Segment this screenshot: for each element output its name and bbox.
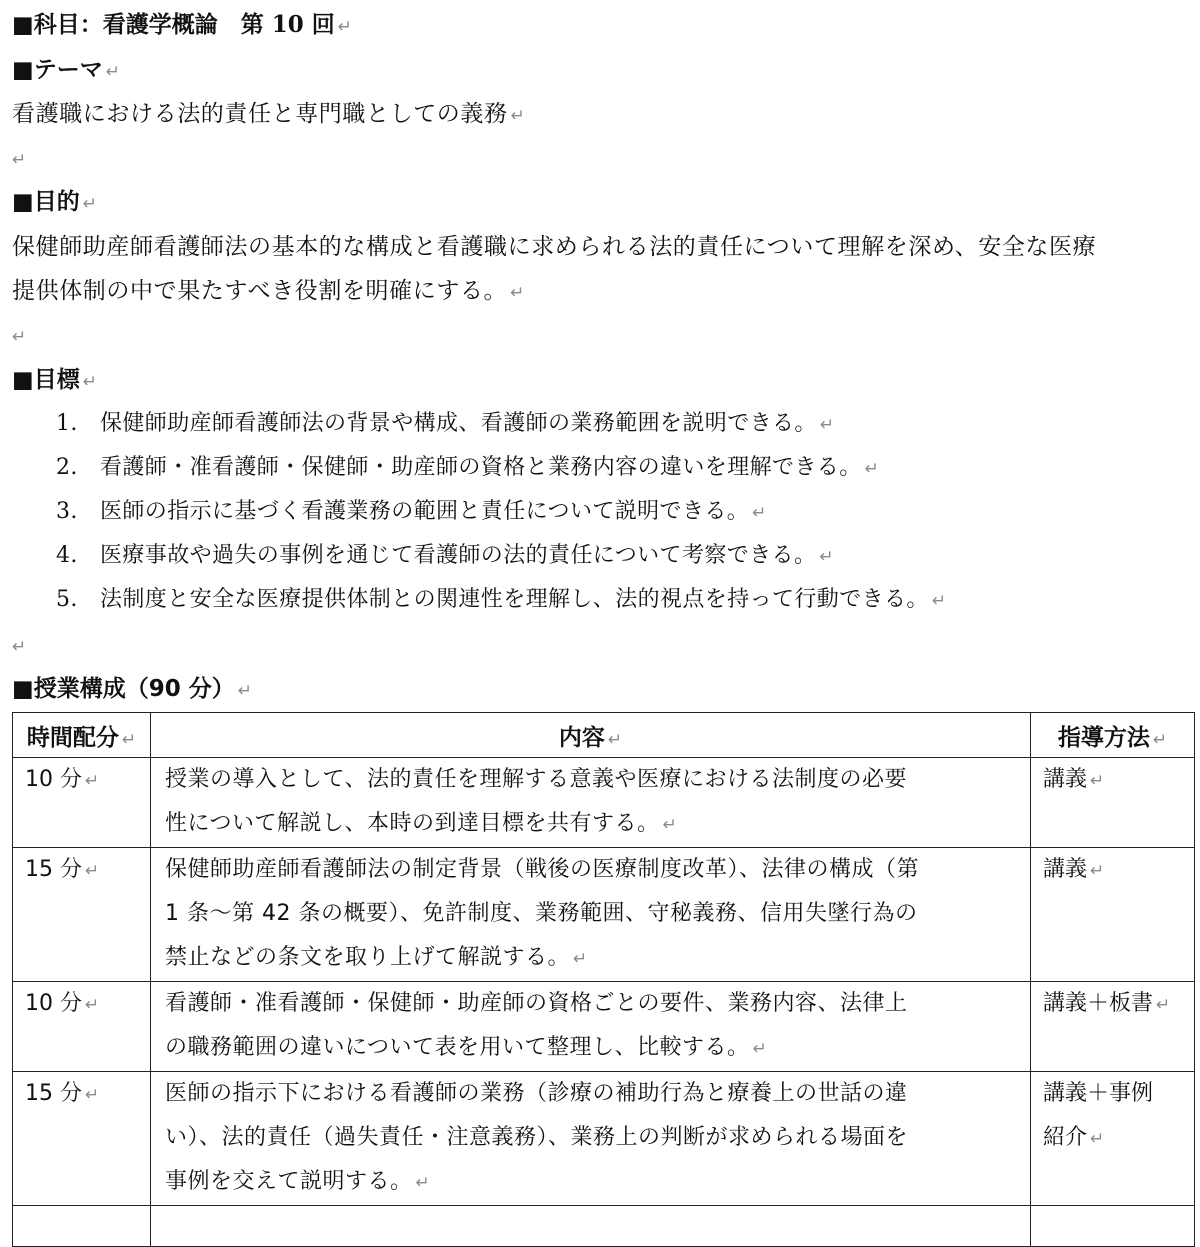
purpose-heading: ■目的 ↵ <box>12 189 97 215</box>
content-line: 性について解説し、本時の到達目標を共有する。 ↵ <box>165 811 678 836</box>
return-mark-icon: ↵ <box>510 106 526 126</box>
return-mark-icon: ↵ <box>121 729 137 750</box>
return-mark-icon: ↵ <box>931 591 947 611</box>
goal-item-5: 5. 法制度と安全な医療提供体制との関連性を理解し、法的視点を持って行動できる。 ↵ <box>56 587 947 612</box>
return-mark-icon: ↵ <box>819 547 835 567</box>
return-mark-icon: ↵ <box>82 372 97 392</box>
cell-content <box>151 982 1031 1072</box>
return-mark-icon: ↵ <box>662 815 678 835</box>
cell-content <box>151 758 1031 848</box>
cell-time: 10 分 ↵ <box>13 982 151 1072</box>
content-line: 事例を交えて説明する。 ↵ <box>165 1169 431 1194</box>
lesson-structure-table <box>12 712 1195 1247</box>
method-line: 紹介 ↵ <box>1043 1125 1105 1150</box>
cell-content <box>151 1072 1031 1206</box>
content-line: 1 条〜第 42 条の概要）、免許制度、業務範囲、守秘義務、信用失墜行為の <box>165 901 918 926</box>
cell-time: 15 分 ↵ <box>13 1072 151 1206</box>
empty-paragraph <box>12 143 27 175</box>
return-mark-icon: ↵ <box>12 150 27 170</box>
return-mark-icon: ↵ <box>415 1173 431 1193</box>
return-mark-icon: ↵ <box>1156 995 1171 1015</box>
purpose-text-line-2: 提供体制の中で果たすべき役割を明確にする。 ↵ <box>12 278 525 304</box>
return-mark-icon: ↵ <box>12 637 27 657</box>
return-mark-icon: ↵ <box>237 681 252 701</box>
goal-item-1: 1. 保健師助産師看護師法の背景や構成、看護師の業務範囲を説明できる。 ↵ <box>56 411 835 436</box>
table-row <box>13 982 1195 1072</box>
return-mark-icon: ↵ <box>510 283 525 303</box>
cell-method: 講義 ↵ <box>1031 758 1195 848</box>
goal-item-4: 4. 医療事故や過失の事例を通じて看護師の法的責任について考察できる。 ↵ <box>56 543 835 568</box>
return-mark-icon: ↵ <box>337 17 353 37</box>
content-line: 看護師・准看護師・保健師・助産師の資格ごとの要件、業務内容、法律上 <box>165 991 908 1016</box>
return-mark-icon: ↵ <box>85 771 100 791</box>
table-row <box>13 848 1195 982</box>
method-line: 講義＋事例 <box>1043 1081 1154 1106</box>
goals-heading: ■目標 ↵ <box>12 367 97 393</box>
return-mark-icon: ↵ <box>1090 861 1105 881</box>
return-mark-icon: ↵ <box>85 1085 100 1105</box>
structure-heading: ■授業構成（90 分） ↵ <box>12 676 252 702</box>
content-line: 禁止などの条文を取り上げて解説する。 ↵ <box>165 945 588 970</box>
theme-heading: ■テーマ ↵ <box>12 57 120 83</box>
cell-content <box>151 1206 1031 1247</box>
table-row <box>13 758 1195 848</box>
return-mark-icon: ↵ <box>1152 729 1168 750</box>
header-method: 指導方法 ↵ <box>1031 713 1195 758</box>
content-line: の職務範囲の違いについて表を用いて整理し、比較する。 ↵ <box>165 1035 768 1060</box>
cell-method <box>1031 1206 1195 1247</box>
empty-paragraph <box>12 630 27 662</box>
theme-text: 看護職における法的責任と専門職としての義務 ↵ <box>12 101 526 127</box>
empty-paragraph <box>12 320 27 352</box>
return-mark-icon: ↵ <box>1090 1129 1105 1149</box>
header-time: 時間配分 ↵ <box>13 713 151 758</box>
return-mark-icon: ↵ <box>105 62 120 82</box>
return-mark-icon: ↵ <box>819 415 835 435</box>
cell-method: 講義＋板書 ↵ <box>1031 982 1195 1072</box>
purpose-text-line-1: 保健師助産師看護師法の基本的な構成と看護職に求められる法的責任について理解を深め、安全な医療 <box>12 234 1097 260</box>
content-line: 授業の導入として、法的責任を理解する意義や医療における法制度の必要 <box>165 767 908 792</box>
return-mark-icon: ↵ <box>12 327 27 347</box>
return-mark-icon: ↵ <box>752 503 767 523</box>
table-row <box>13 1072 1195 1206</box>
return-mark-icon: ↵ <box>607 729 623 750</box>
header-content: 内容 ↵ <box>151 713 1031 758</box>
cell-content <box>151 848 1031 982</box>
goal-item-2: 2. 看護師・准看護師・保健師・助産師の資格と業務内容の違いを理解できる。 ↵ <box>56 455 880 480</box>
cell-time <box>13 1206 151 1247</box>
return-mark-icon: ↵ <box>573 949 588 969</box>
return-mark-icon: ↵ <box>85 995 100 1015</box>
table-row <box>13 1206 1195 1247</box>
goal-item-3: 3. 医師の指示に基づく看護業務の範囲と責任について説明できる。 ↵ <box>56 499 767 524</box>
return-mark-icon: ↵ <box>85 861 100 881</box>
cell-method: 講義 ↵ <box>1031 848 1195 982</box>
return-mark-icon: ↵ <box>752 1039 768 1059</box>
cell-method <box>1031 1072 1195 1206</box>
content-line: 医師の指示下における看護師の業務（診療の補助行為と療養上の世話の違 <box>165 1081 908 1106</box>
cell-time: 10 分 ↵ <box>13 758 151 848</box>
table-header-row <box>13 713 1195 758</box>
cell-time: 15 分 ↵ <box>13 848 151 982</box>
course-title: ■科目：看護学概論 第 10 回 ↵ <box>12 11 353 38</box>
return-mark-icon: ↵ <box>864 459 880 479</box>
content-line: 保健師助産師看護師法の制定背景（戦後の医療制度改革）、法律の構成（第 <box>165 857 920 882</box>
return-mark-icon: ↵ <box>1090 771 1105 791</box>
return-mark-icon: ↵ <box>82 194 97 214</box>
content-line: い）、法的責任（過失責任・注意義務）、業務上の判断が求められる場面を <box>165 1125 909 1150</box>
